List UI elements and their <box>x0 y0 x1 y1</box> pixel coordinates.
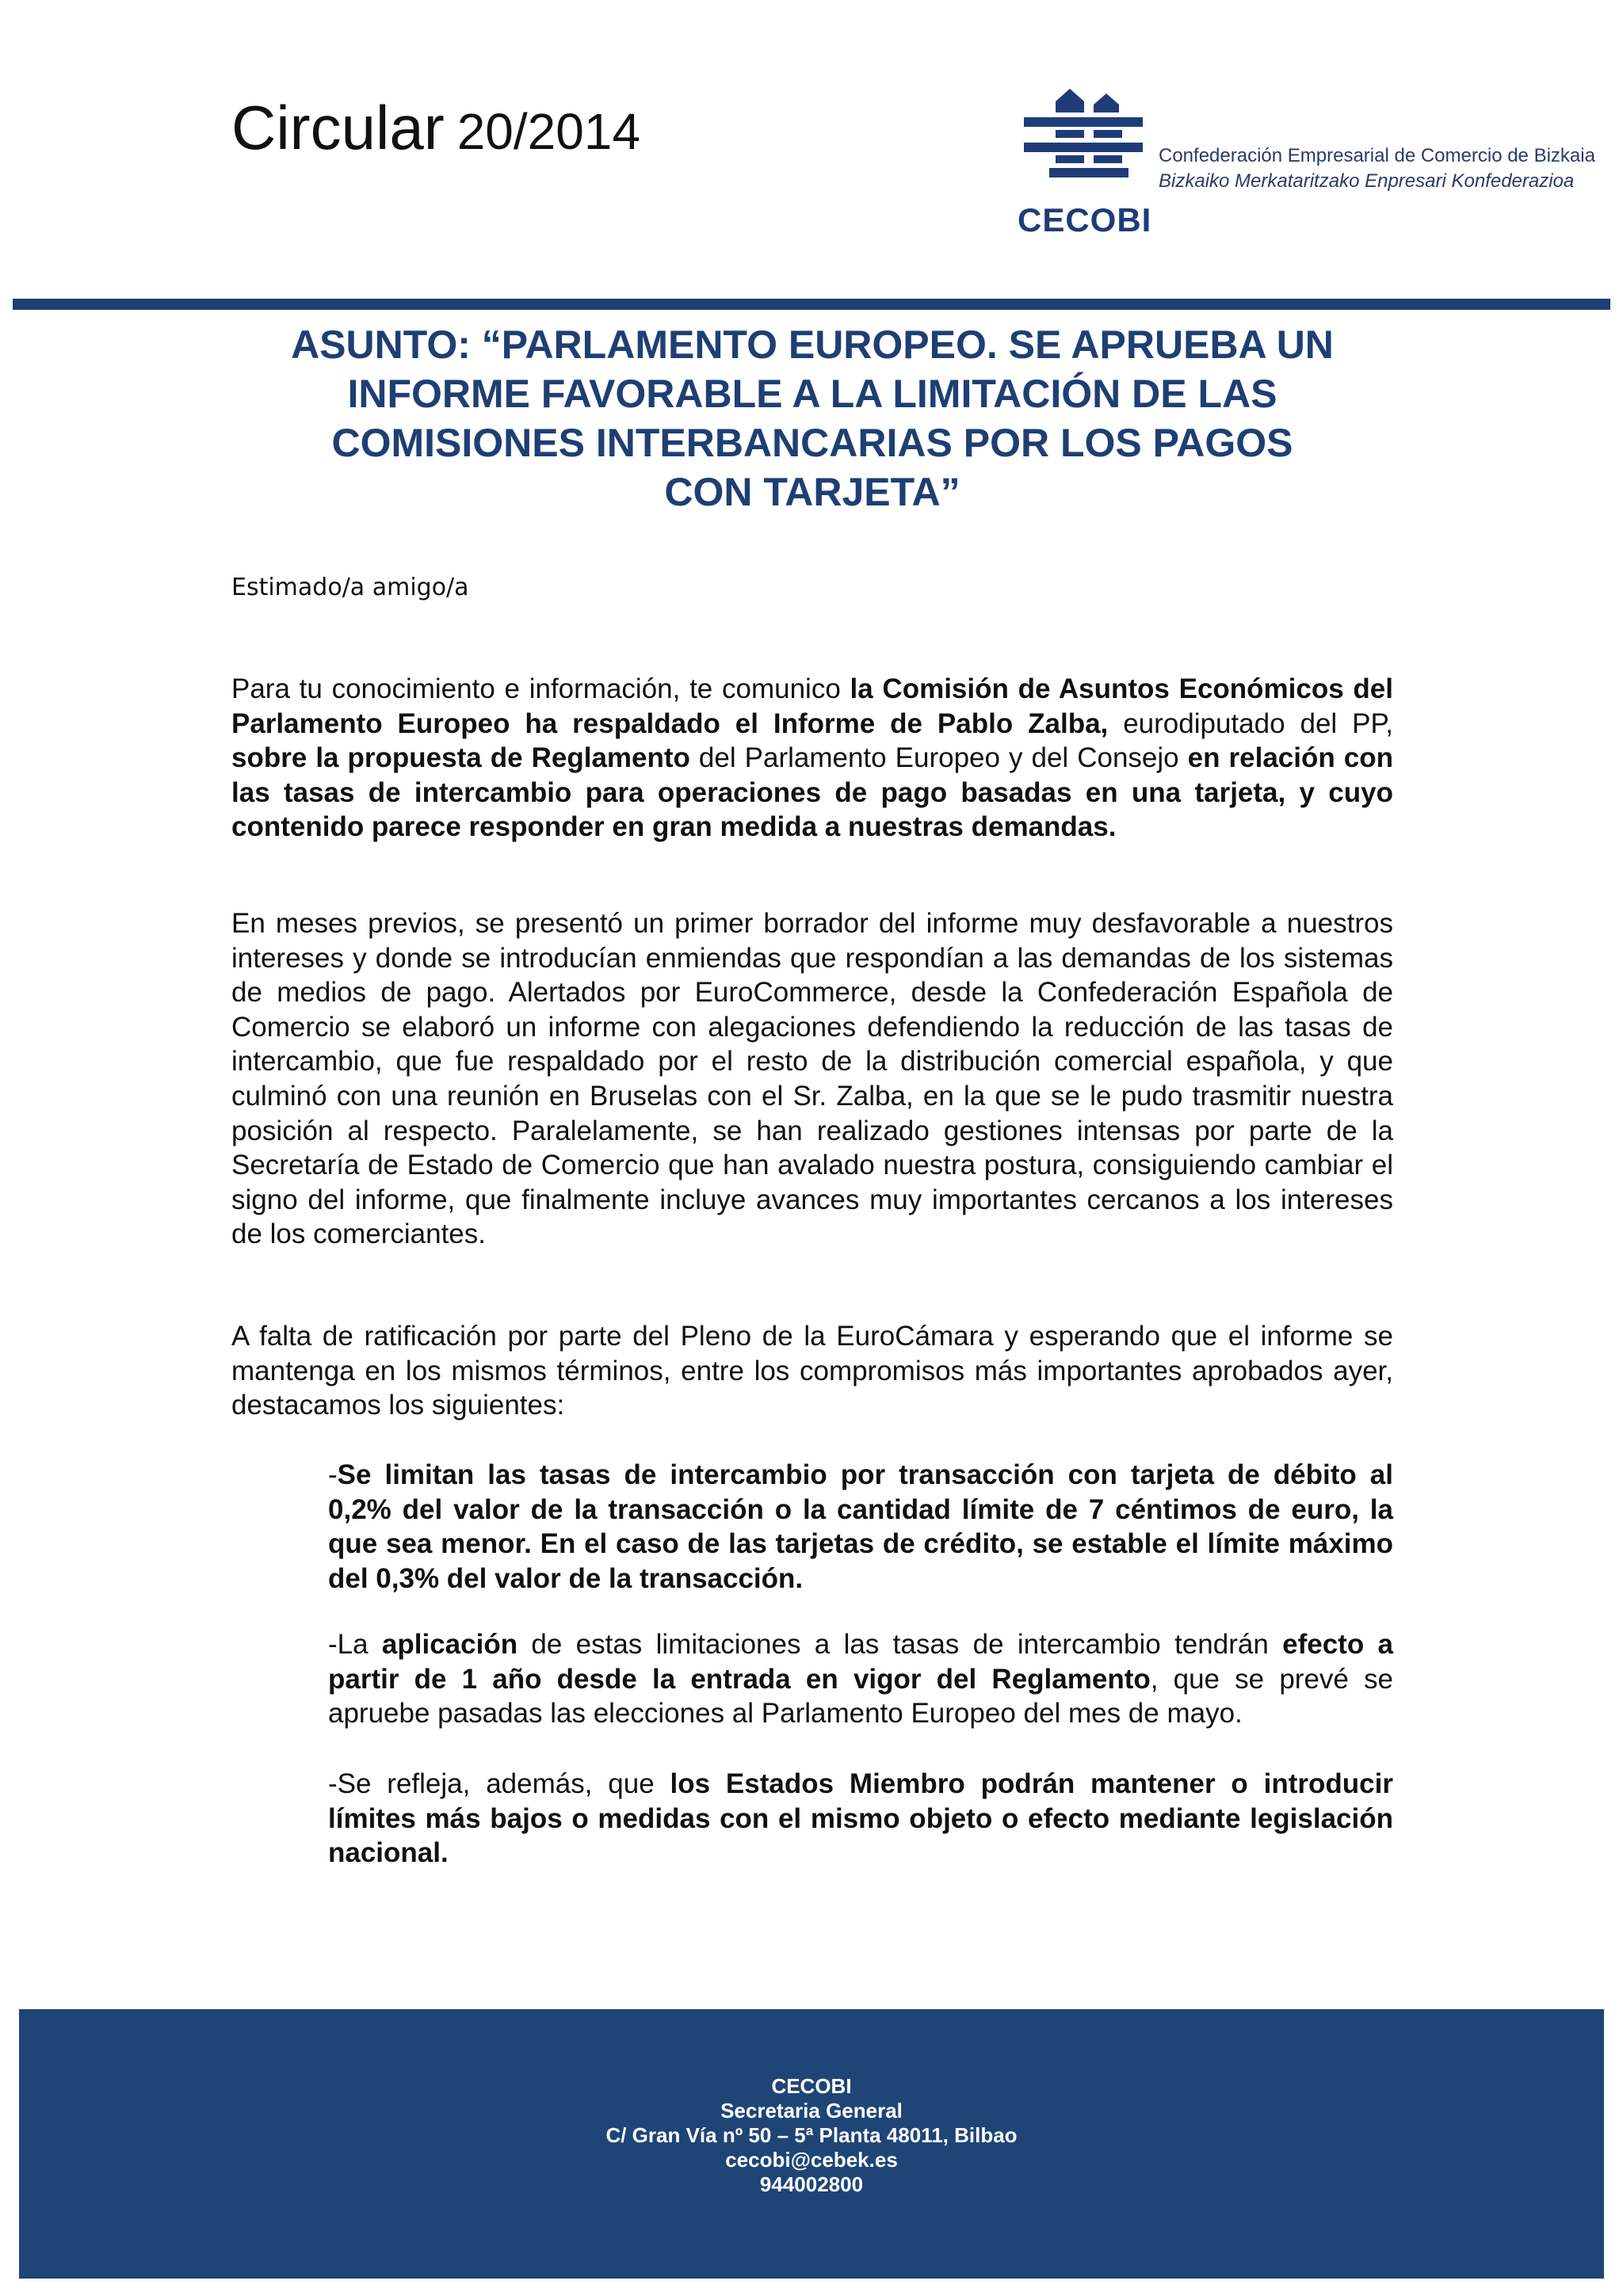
bold-run: la Comisión de Asuntos Económicos del Parlamento Europeo ha respaldado el Informe de Pablo Zalba, <box>231 673 1393 739</box>
footer-department: Secretaria General <box>720 2099 903 2122</box>
text-run: de estas limitaciones a las tasas de intercambio tendrán <box>517 1629 1283 1660</box>
commitment-item-1 <box>328 1458 1393 1596</box>
bold-run: aplicación <box>381 1629 518 1660</box>
logo-tagline-eu: Bizkaiko Merkataritzako Enpresari Konfederazioa <box>1159 170 1575 192</box>
subject-line: COMISIONES INTERBANCARIAS POR LOS PAGOS <box>331 421 1293 465</box>
bold-run: sobre la propuesta de Reglamento <box>231 742 690 774</box>
text-run: eurodiputado del PP, <box>1108 707 1394 739</box>
paragraph-commitments: A falta de ratificación por parte del Pleno de la EuroCámara y esperando que el informe se mantenga en los mismos términos, entre los compromisos más importantes aprobados ayer, destacamos los siguientes: <box>231 1321 1393 1421</box>
bold-run: en relación con las tasas de intercambio para operaciones de pago basadas en una tarjeta, y cuyo contenido parece responder en gran medida a nuestras demandas. <box>231 742 1393 843</box>
footer-email[interactable]: cecobi@cebek.es <box>725 2148 898 2172</box>
footer-address: C/ Gran Vía nº 50 – 5ª Planta 48011, Bilbao <box>605 2123 1018 2147</box>
text-run: , que se prevé se apruebe pasadas las elecciones al Parlamento Europeo del mes de mayo. <box>328 1663 1394 1730</box>
cecobi-logo-icon <box>1018 86 1160 196</box>
commitment-item-2 <box>328 1627 1393 1731</box>
footer-org-name: CECOBI <box>771 2074 852 2098</box>
text-run: -Se refleja, además, que <box>328 1768 670 1799</box>
greeting: Estimado/a amigo/a <box>231 574 469 601</box>
text-run: del Parlamento Europeo y del Consejo <box>689 742 1188 774</box>
bold-run: Se limitan las tasas de intercambio por transacción con tarjeta de débito al 0,2% del valor de la transacción o la cantidad límite de 7 céntimos de euro, la que sea menor. En el caso de las tarjetas de crédito, se estable el límite máximo del 0,3% del valor de la transacción. <box>328 1459 1393 1594</box>
footer <box>19 2009 1604 2279</box>
paragraph-intro <box>231 672 1393 845</box>
subject-line: ASUNTO: “PARLAMENTO EUROPEO. SE APRUEBA UN <box>291 322 1334 367</box>
text-run: -La <box>328 1629 382 1660</box>
header-divider <box>13 299 1610 310</box>
logo-name: CECOBI <box>1018 201 1152 238</box>
paragraph-background: En meses previos, se presentó un primer borrador del informe muy desfavorable a nuestros intereses y donde se introducían enmiendas que respondían a las demandas de los sistemas de medios de pago. Alertados por EuroCommerce, desde la Confederación Española de Comercio se elaboró un informe con alegaciones defendiendo la reducción de las tasas de intercambio, que fue respaldado por el resto de la distribución comercial española, y que culminó con una reunión en Bruselas con el Sr. Zalba, en la que se le pudo trasmitir nuestra posición al respecto. Paralelamente, se han realizado gestiones intensas por parte de la Secretaría de Estado de Comercio que han avalado nuestra postura, consiguiendo cambiar el signo del informe, que finalmente incluye avances muy importantes cercanos a los intereses de los comerciantes. <box>231 908 1393 1250</box>
bold-run: efecto a partir de 1 año desde la entrada en vigor del Reglamento <box>328 1629 1393 1695</box>
subject-heading <box>206 320 1419 517</box>
circular-title-word: Circular <box>231 93 445 162</box>
circular-title <box>231 93 641 162</box>
bold-run: los Estados Miembro podrán mantener o introducir límites más bajos o medidas con el mismo objeto o efecto mediante legislación nacional. <box>328 1768 1393 1869</box>
cecobi-logo <box>1018 86 1595 238</box>
commitment-item-3 <box>328 1767 1393 1871</box>
subject-line: INFORME FAVORABLE A LA LIMITACIÓN DE LAS <box>347 372 1277 416</box>
bullet-dash: - <box>328 1459 338 1490</box>
logo-tagline <box>1159 143 1595 193</box>
footer-phone: 944002800 <box>759 2172 864 2196</box>
subject-line: CON TARJETA” <box>664 470 960 514</box>
circular-number: 20/2014 <box>456 103 641 160</box>
text-run: Para tu conocimiento e información, te comunico <box>231 673 850 704</box>
footer-contact <box>19 2074 1604 2197</box>
logo-tagline-es: Confederación Empresarial de Comercio de Bizkaia <box>1159 145 1595 166</box>
